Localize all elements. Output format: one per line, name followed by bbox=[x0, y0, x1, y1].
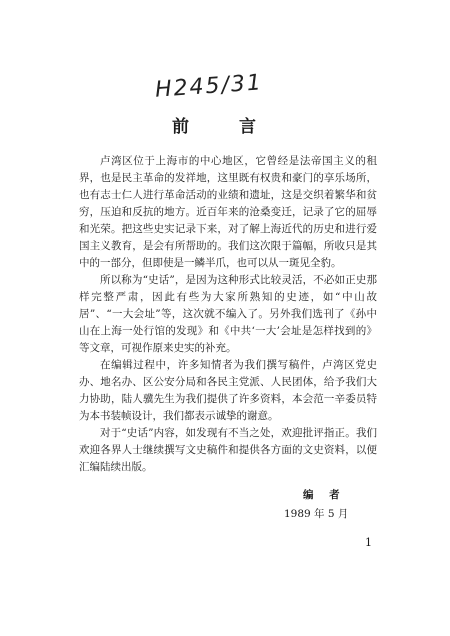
handwritten-catalog-mark: H245/31 bbox=[154, 70, 264, 103]
paragraph-2: 所以称为“史话”，是因为这种形式比较灵活，不必如正史那样完整严肃，因此有些为大家所熟知的史迹，如“中山故居”、“一大会址”等，这次就不编入了。另外我们选刊了《孙中山在上海一处行馆的发现》和《中共‘一大’会址是怎样找到的》等文章，可视作原来史实的补充。 bbox=[79, 274, 377, 354]
page-title: 前 言 bbox=[172, 117, 278, 137]
signature: 编 者 bbox=[303, 489, 346, 501]
paragraph-1: 卢湾区位于上海市的中心地区，它曾经是法帝国主义的租界，也是民主革命的发祥地，这里既有权贵和豪门的享乐场所，也有志士仁人进行革命活动的业绩和遗址，这是交织着繁华和贫穷，压迫和反抗的地方。近百年来的沧桑变迁，记录了它的屈辱和光荣。把这些史实记录下来，对了解上海近代的历史和进行爱国主义教育，是会有所帮助的。我们这次限于篇幅，所收只是其中的一部分，但即使是一鳞半爪，也可以从一斑见全豹。 bbox=[79, 155, 377, 269]
paragraph-3: 在编辑过程中，许多知情者为我们撰写稿件，卢湾区党史办、地名办、区公安分局和各民主党派、人民团体，给予我们大力协助，陆人骥先生为我们提供了许多资料，本会范一辛委员特为本书装帧设计，我们都表示诚挚的谢意。 bbox=[79, 359, 377, 422]
preface-body bbox=[79, 153, 377, 476]
date: 1989 年 5 月 bbox=[284, 508, 349, 520]
page-number: 1 bbox=[365, 536, 372, 549]
paragraph-4: 对于“史话”内容，如发现有不当之处，欢迎批评指正。我们欢迎各界人士继续撰写文史稿件和提供各方面的文史资料，以便汇编陆续出版。 bbox=[79, 427, 377, 473]
